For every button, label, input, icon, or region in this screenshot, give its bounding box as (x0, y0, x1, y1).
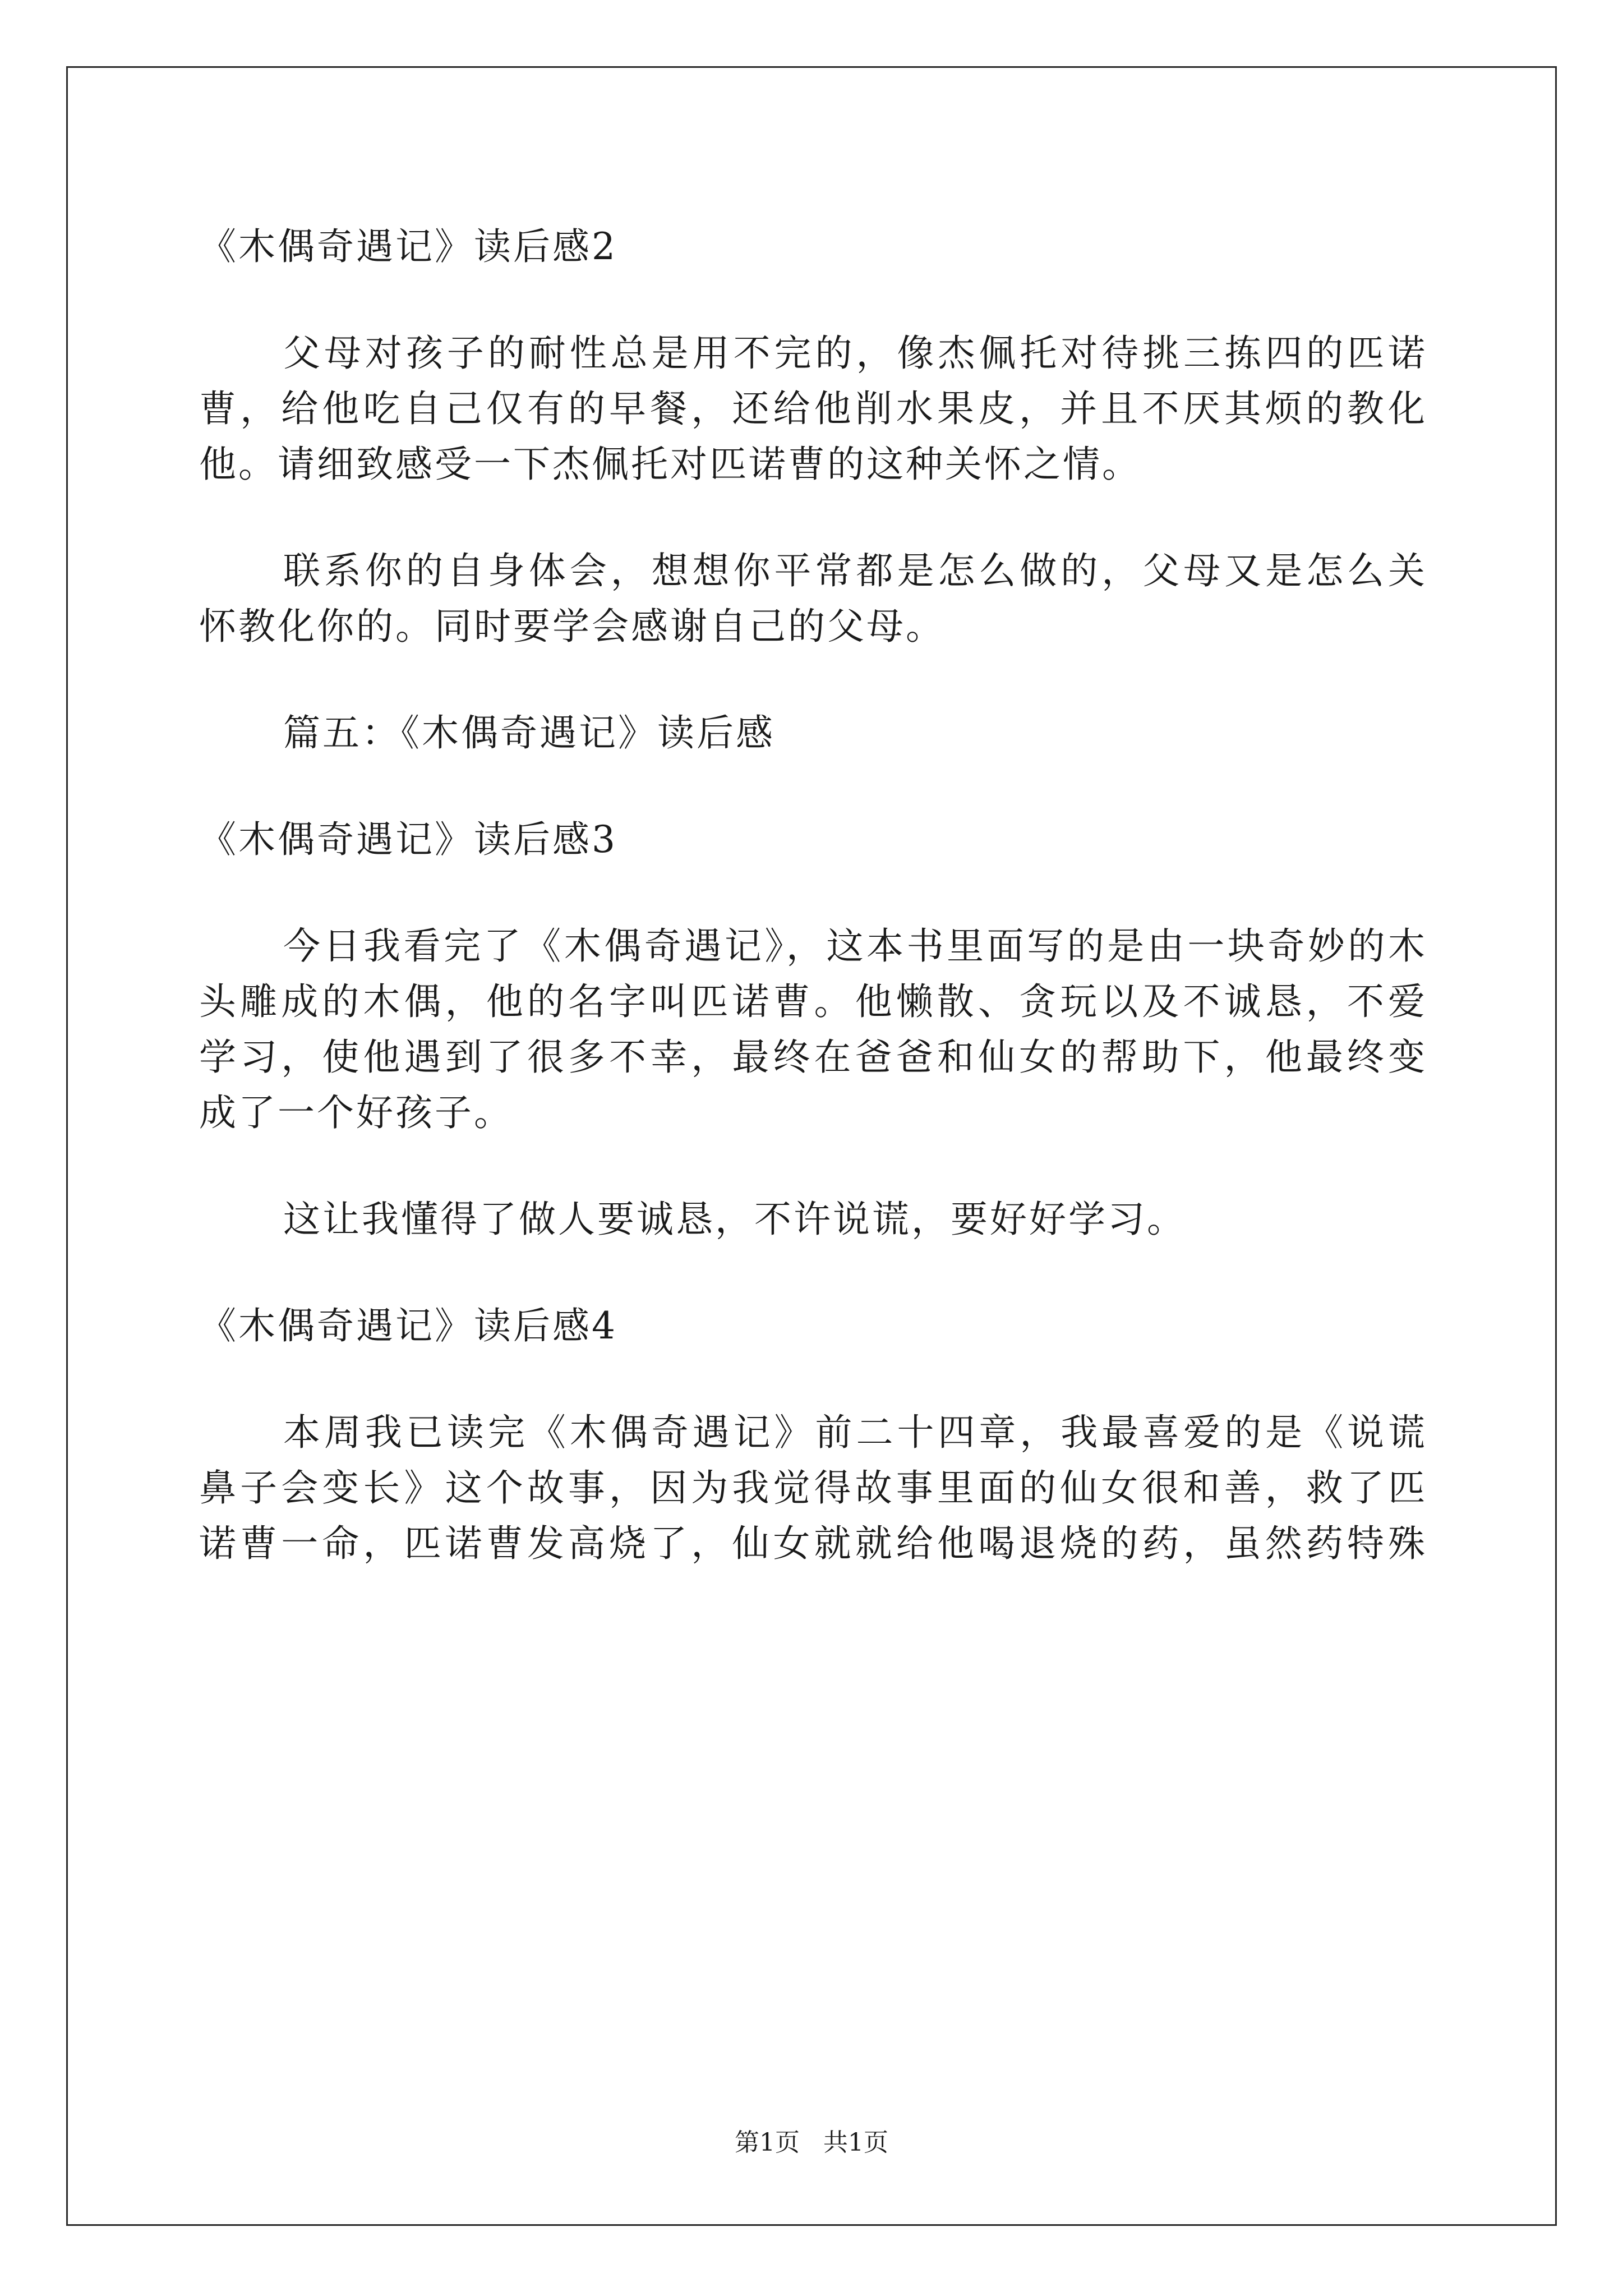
paragraph-favorite-story (199, 1405, 1427, 1571)
text-line: 他。请细致感受一下杰佩托对匹诺曹的这种关怀之情。 (199, 443, 1141, 486)
text-line: 今日我看完了《木偶奇遇记》，这本书里面写的是由一块奇妙的木 (283, 924, 1427, 968)
page-number: 第1页 (735, 2128, 800, 2157)
text-line: 成了一个好孩子。 (199, 1091, 513, 1134)
text-line: 学习，使他遇到了很多不幸，最终在爸爸和仙女的帮助下，他最终变 (199, 1036, 1427, 1079)
paragraph-lesson (199, 1191, 1427, 1247)
text-line: 本周我已读完《木偶奇遇记》前二十四章，我最喜爱的是《说谎 (283, 1411, 1427, 1454)
paragraph-reflection (199, 543, 1427, 654)
heading-review-3 (199, 812, 1427, 867)
text-line: 这让我懂得了做人要诚恳，不许说谎，要好好学习。 (283, 1198, 1186, 1241)
text-line: 联系你的自身体会，想想你平常都是怎么做的，父母又是怎么关 (283, 549, 1427, 592)
section-title-part-five (199, 705, 1427, 761)
text-line: 《木偶奇遇记》读后感4 (199, 1304, 617, 1347)
text-line: 曹，给他吃自己仅有的早餐，还给他削水果皮，并且不厌其烦的教化 (199, 387, 1427, 430)
text-line: 诺曹一命，匹诺曹发高烧了，仙女就就给他喝退烧的药，虽然药特殊 (199, 1522, 1427, 1565)
text-line: 父母对孩子的耐性总是用不完的，像杰佩托对待挑三拣四的匹诺 (283, 332, 1427, 375)
heading-review-4 (199, 1298, 1427, 1354)
text-line: 头雕成的木偶，他的名字叫匹诺曹。他懒散、贪玩以及不诚恳，不爱 (199, 980, 1427, 1023)
page-footer (0, 2126, 1623, 2160)
text-line: 怀教化你的。同时要学会感谢自己的父母。 (199, 605, 945, 648)
page-total: 共1页 (823, 2128, 888, 2157)
paragraph-finished-reading (199, 918, 1427, 1140)
heading-review-2 (199, 219, 1427, 274)
document-body (199, 219, 1427, 1622)
text-line: 篇五：《木偶奇遇记》读后感 (283, 711, 775, 754)
paragraph-parents-patience (199, 325, 1427, 492)
text-line: 鼻子会变长》这个故事，因为我觉得故事里面的仙女很和善，救了匹 (199, 1466, 1427, 1510)
text-line: 《木偶奇遇记》读后感3 (199, 818, 617, 861)
text-line: 《木偶奇遇记》读后感2 (199, 225, 617, 268)
